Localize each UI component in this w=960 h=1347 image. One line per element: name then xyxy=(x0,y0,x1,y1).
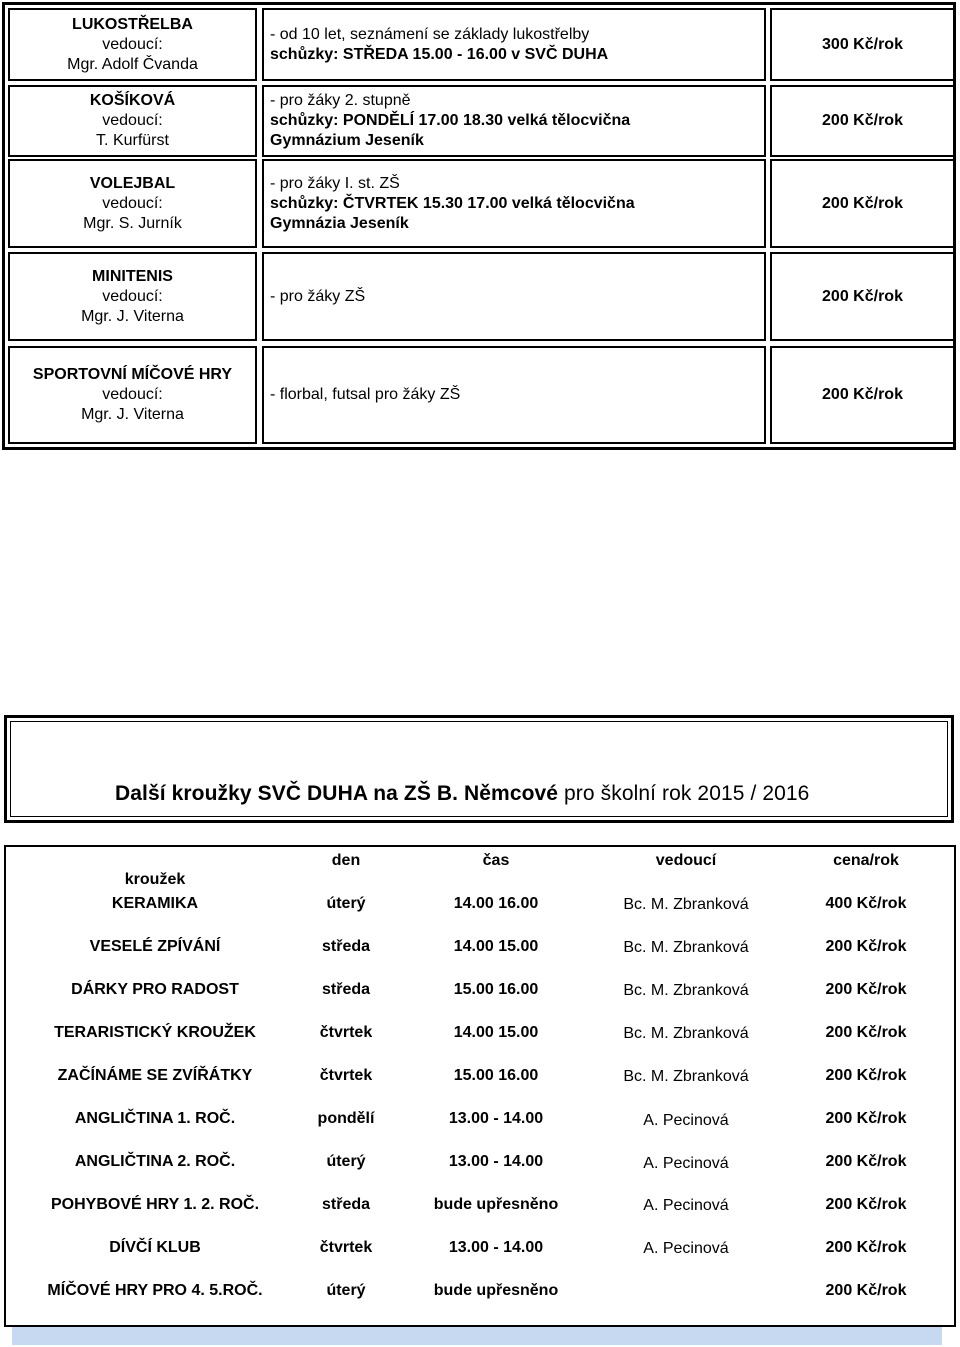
club-name: SPORTOVNÍ MÍČOVÉ HRY xyxy=(32,366,233,383)
club-price: 200 Kč/rok xyxy=(822,194,903,212)
column-header-day: den xyxy=(331,852,361,869)
club-day: úterý xyxy=(326,895,366,912)
leader-name: T. Kurfürst xyxy=(96,132,169,149)
heading-normal-part: pro školní rok 2015 / 2016 xyxy=(558,782,810,805)
club-price: 200 Kč/rok xyxy=(825,1282,907,1299)
club-name-cell xyxy=(8,8,257,81)
club-day: středa xyxy=(321,938,371,955)
description-line: - pro žáky I. st. ZŠ xyxy=(270,174,400,192)
club-price-cell xyxy=(770,85,955,157)
meeting-time: schůzky: PONDĚLÍ 17.00 18.30 velká tělocvična xyxy=(270,112,631,129)
leader-label: vedoucí: xyxy=(102,287,163,305)
column-header-leader: vedoucí xyxy=(655,852,717,869)
club-name: DÍVČÍ KLUB xyxy=(109,1239,201,1256)
club-name: ZAČÍNÁME SE ZVÍŘÁTKY xyxy=(57,1067,253,1084)
club-description-cell xyxy=(262,252,766,341)
club-day: úterý xyxy=(326,1282,366,1299)
description-line: - od 10 let, seznámení se základy lukostřelby xyxy=(270,25,590,43)
club-description-cell xyxy=(262,159,766,248)
description-line: - pro žáky ZŠ xyxy=(270,287,366,305)
sports-clubs-table xyxy=(2,2,956,450)
table-row xyxy=(8,159,955,248)
club-time: 14.00 15.00 xyxy=(453,1024,539,1041)
club-description-cell xyxy=(262,8,766,81)
clubs-schedule-table xyxy=(4,845,956,1327)
club-time: 13.00 - 14.00 xyxy=(448,1153,544,1170)
leader-label: vedoucí: xyxy=(102,386,163,403)
club-price: 200 Kč/rok xyxy=(825,1024,907,1041)
club-name: TERARISTICKÝ KROUŽEK xyxy=(54,1024,256,1041)
club-price-cell xyxy=(770,159,955,248)
leader-name: Mgr. J. Viterna xyxy=(81,307,184,325)
club-price: 200 Kč/rok xyxy=(825,1239,907,1256)
club-day: čtvrtek xyxy=(319,1239,373,1256)
club-name-cell xyxy=(8,159,257,248)
club-day: pondělí xyxy=(317,1110,375,1127)
club-name: VOLEJBAL xyxy=(89,174,176,192)
club-price: 200 Kč/rok xyxy=(825,938,907,955)
club-price: 300 Kč/rok xyxy=(822,35,903,53)
leader-name: Mgr. S. Jurník xyxy=(83,214,182,232)
heading-bold-part: Další kroužky SVČ DUHA na ZŠ B. Němcové xyxy=(115,782,559,805)
club-day: čtvrtek xyxy=(319,1067,373,1084)
club-price: 200 Kč/rok xyxy=(825,1110,907,1127)
meeting-place: Gymnázia Jeseník xyxy=(270,214,409,232)
table-row xyxy=(8,252,955,341)
leader-name: Mgr. Adolf Čvanda xyxy=(67,55,198,73)
club-time: 15.00 16.00 xyxy=(453,981,539,998)
club-description-cell xyxy=(262,346,766,444)
club-name: VESELÉ ZPÍVÁNÍ xyxy=(89,938,221,955)
club-name: ANGLIČTINA 2. ROČ. xyxy=(74,1153,236,1170)
club-name: KOŠÍKOVÁ xyxy=(89,92,176,109)
club-price: 200 Kč/rok xyxy=(825,1067,907,1084)
club-name: MINITENIS xyxy=(92,267,173,285)
leader-name: Mgr. J. Viterna xyxy=(81,406,184,423)
club-time: 15.00 16.00 xyxy=(453,1067,539,1084)
meeting-time: schůzky: STŘEDA 15.00 - 16.00 v SVČ DUHA xyxy=(270,45,609,63)
club-leader: A. Pecinová xyxy=(643,1197,729,1214)
club-price-cell xyxy=(770,346,955,444)
club-description-cell xyxy=(262,85,766,157)
club-time: 14.00 15.00 xyxy=(453,938,539,955)
club-leader: Bc. M. Zbranková xyxy=(623,1025,749,1042)
club-leader: Bc. M. Zbranková xyxy=(623,896,749,913)
table-row xyxy=(8,8,955,81)
club-leader: A. Pecinová xyxy=(643,1155,729,1172)
table-row xyxy=(8,346,955,444)
club-name: POHYBOVÉ HRY 1. 2. ROČ. xyxy=(50,1196,260,1213)
club-price-cell xyxy=(770,8,955,81)
club-price: 200 Kč/rok xyxy=(822,112,903,129)
club-name: DÁRKY PRO RADOST xyxy=(71,981,239,998)
footer-bar xyxy=(12,1327,942,1345)
section-heading-box xyxy=(4,715,954,823)
club-time: bude upřesněno xyxy=(433,1196,559,1213)
club-day: středa xyxy=(321,981,371,998)
column-header-price: cena/rok xyxy=(833,852,899,869)
leader-label: vedoucí: xyxy=(102,35,163,53)
club-name: LUKOSTŘELBA xyxy=(72,15,193,33)
club-price-cell xyxy=(770,252,955,341)
club-leader: A. Pecinová xyxy=(643,1112,729,1129)
club-price: 200 Kč/rok xyxy=(825,1196,907,1213)
leader-label: vedoucí: xyxy=(102,194,163,212)
club-leader: Bc. M. Zbranková xyxy=(623,1068,749,1085)
club-time: 13.00 - 14.00 xyxy=(448,1239,544,1256)
club-name-cell xyxy=(8,85,257,157)
club-name-cell xyxy=(8,346,257,444)
club-time: 13.00 - 14.00 xyxy=(448,1110,544,1127)
club-price: 200 Kč/rok xyxy=(825,981,907,998)
meeting-time: schůzky: ČTVRTEK 15.30 17.00 velká tělocvična xyxy=(270,194,635,212)
club-day: středa xyxy=(321,1196,371,1213)
section-heading xyxy=(115,782,809,806)
club-day: čtvrtek xyxy=(319,1024,373,1041)
club-day: úterý xyxy=(326,1153,366,1170)
table-row xyxy=(8,85,955,157)
club-name-cell xyxy=(8,252,257,341)
club-name: ANGLIČTINA 1. ROČ. xyxy=(74,1110,236,1127)
column-header-club: kroužek xyxy=(124,871,186,888)
club-name: KERAMIKA xyxy=(111,895,199,912)
description-line: - florbal, futsal pro žáky ZŠ xyxy=(270,386,461,403)
club-leader: A. Pecinová xyxy=(643,1240,729,1257)
column-header-time: čas xyxy=(482,852,510,869)
club-price: 400 Kč/rok xyxy=(825,895,907,912)
club-time: bude upřesněno xyxy=(433,1282,559,1299)
club-price: 200 Kč/rok xyxy=(822,386,903,403)
leader-label: vedoucí: xyxy=(102,112,163,129)
club-leader: Bc. M. Zbranková xyxy=(623,939,749,956)
club-time: 14.00 16.00 xyxy=(453,895,539,912)
club-price: 200 Kč/rok xyxy=(822,287,903,305)
club-price: 200 Kč/rok xyxy=(825,1153,907,1170)
club-name: MÍČOVÉ HRY PRO 4. 5.ROČ. xyxy=(47,1282,263,1299)
meeting-place: Gymnázium Jeseník xyxy=(270,132,424,149)
description-line: - pro žáky 2. stupně xyxy=(270,92,411,109)
club-leader: Bc. M. Zbranková xyxy=(623,982,749,999)
